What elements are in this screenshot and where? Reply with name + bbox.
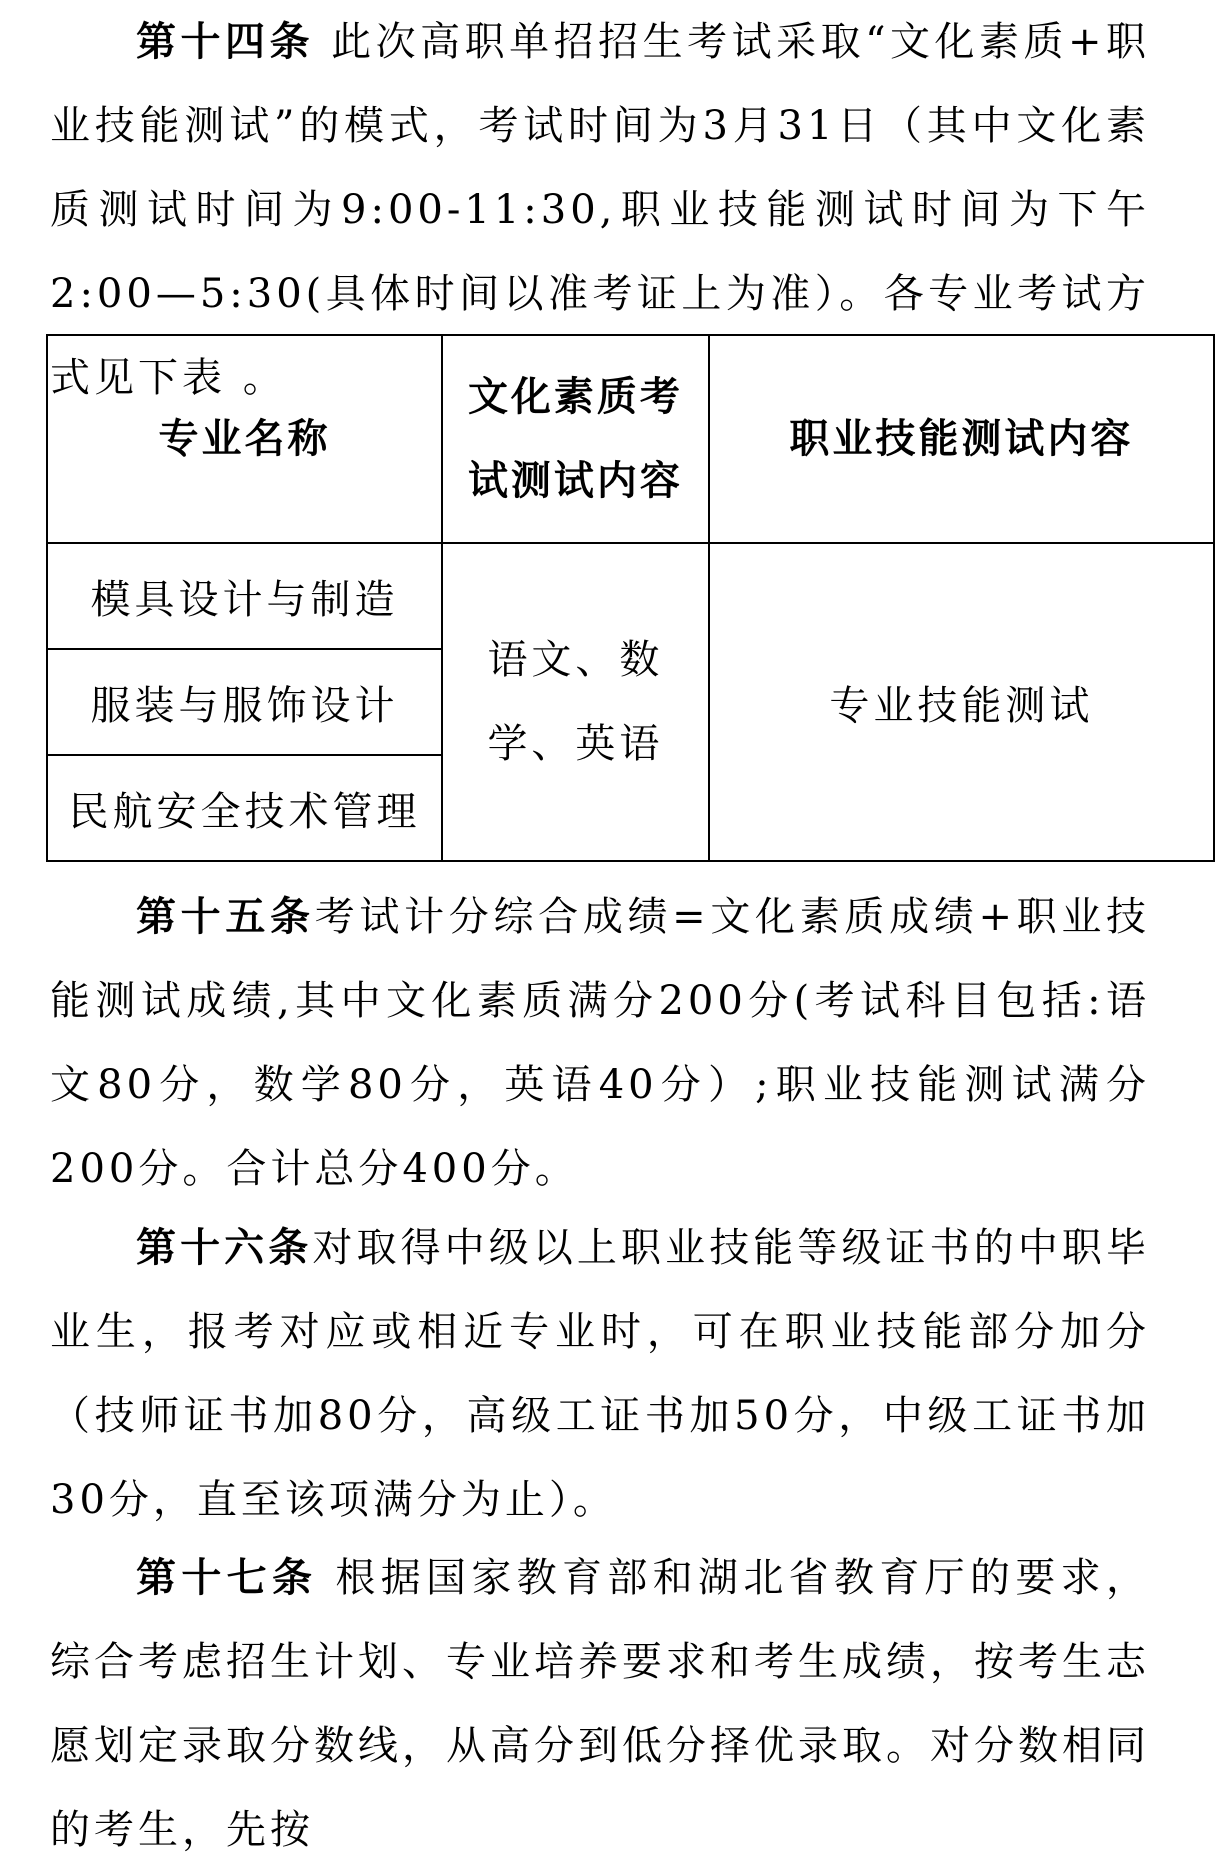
- article-17-heading: 第十七条: [136, 1555, 318, 1601]
- header-skill-content: 职业技能测试内容: [709, 335, 1214, 543]
- exam-method-table: [46, 334, 1215, 862]
- header-culture-text: 文化素质考试测试内容: [467, 374, 683, 504]
- article-15-body: 考试计分综合成绩=文化素质成绩+职业技能测试成绩,其中文化素质满分200分(考试科目包括:语文80分，数学80分，英语40分）;职业技能测试满分200分。合计总分400分。: [50, 894, 1151, 1192]
- article-16: [50, 1206, 1150, 1542]
- major-cell: 模具设计与制造: [47, 543, 442, 649]
- article-15: [50, 875, 1150, 1211]
- skill-content-cell: 专业技能测试: [709, 543, 1214, 861]
- article-17-body: 根据国家教育部和湖北省教育厅的要求，综合考虑招生计划、专业培养要求和考生成绩，按考生志愿划定录取分数线，从高分到低分择优录取。对分数相同的考生，先按: [50, 1555, 1150, 1853]
- major-cell: 民航安全技术管理: [47, 755, 442, 861]
- culture-content-cell: [442, 543, 709, 861]
- header-culture-content: [442, 335, 709, 543]
- article-16-heading: 第十六条: [136, 1225, 313, 1271]
- table-row: [47, 543, 1214, 649]
- article-14-heading: 第十四条: [136, 19, 314, 65]
- article-14-body: 此次高职单招招生考试采取“文化素质+职业技能测试”的模式，考试时间为3月31日（其中文化素质测试时间为9:00-11:30,职业技能测试时间为下午2:00—5:30(具体时间以准考证上为准）。各专业考试方式见下表 。: [50, 19, 1150, 401]
- major-cell: 服装与服饰设计: [47, 649, 442, 755]
- culture-content-text: 语文、数学、英语: [487, 637, 664, 767]
- article-17: [50, 1536, 1150, 1872]
- article-15-heading: 第十五条: [136, 894, 315, 940]
- header-major-name: 专业名称: [47, 335, 442, 543]
- table-header-row: [47, 335, 1214, 543]
- article-16-body: 对取得中级以上职业技能等级证书的中职毕业生，报考对应或相近专业时，可在职业技能部分加分（技师证书加80分，高级工证书加50分，中级工证书加30分，直至该项满分为止）。: [50, 1225, 1151, 1523]
